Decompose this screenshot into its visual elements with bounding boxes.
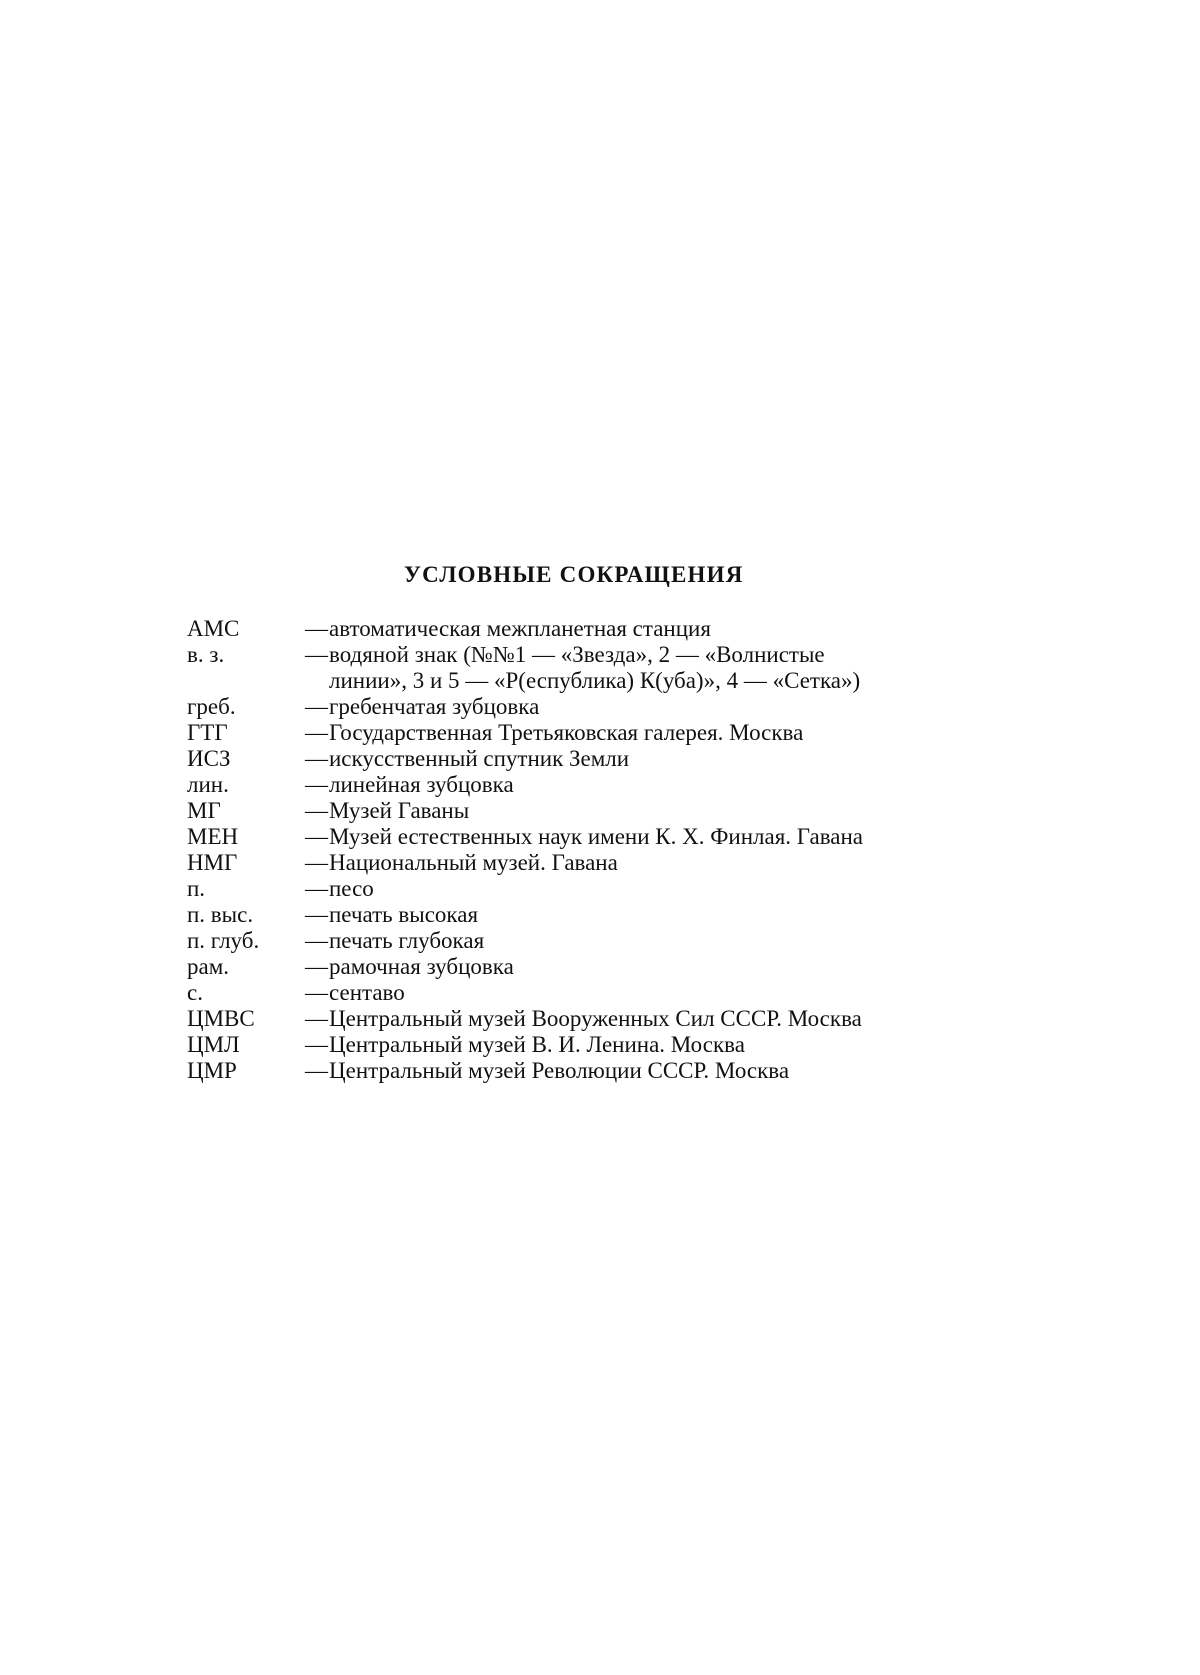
abbreviation-row bbox=[187, 954, 1017, 980]
abbreviation-definition bbox=[329, 1058, 1017, 1084]
abbreviation-term: с. bbox=[187, 980, 203, 1005]
abbreviation-list bbox=[187, 616, 1017, 1084]
dash-separator: — bbox=[305, 824, 328, 849]
abbreviation-term: ГТГ bbox=[187, 720, 228, 745]
dash-separator: — bbox=[305, 902, 328, 927]
dash-separator: — bbox=[305, 1032, 328, 1057]
abbreviation-row bbox=[187, 902, 1017, 928]
abbreviation-definition bbox=[329, 720, 1017, 746]
abbreviation-row bbox=[187, 772, 1017, 798]
definition-line: Национальный музей. Гавана bbox=[329, 850, 618, 875]
abbreviation-definition bbox=[329, 980, 1017, 1006]
abbreviation-definition bbox=[329, 642, 1017, 694]
abbreviation-row bbox=[187, 694, 1017, 720]
abbreviation-term: ЦМВС bbox=[187, 1006, 255, 1031]
abbreviation-definition bbox=[329, 694, 1017, 720]
abbreviation-definition bbox=[329, 954, 1017, 980]
dash-separator: — bbox=[305, 850, 328, 875]
abbreviation-row bbox=[187, 980, 1017, 1006]
abbreviation-term: ИСЗ bbox=[187, 746, 231, 771]
definition-line: рамочная зубцовка bbox=[329, 954, 514, 979]
dash-separator: — bbox=[305, 746, 328, 771]
definition-line: сентаво bbox=[329, 980, 405, 1005]
abbreviation-definition bbox=[329, 746, 1017, 772]
definition-line: Центральный музей Вооруженных Сил СССР. Москва bbox=[329, 1006, 862, 1031]
abbreviation-definition bbox=[329, 1032, 1017, 1058]
abbreviation-term: МГ bbox=[187, 798, 221, 823]
abbreviation-term: п. глуб. bbox=[187, 928, 260, 953]
abbreviation-row bbox=[187, 1006, 1017, 1032]
dash-separator: — bbox=[305, 694, 328, 719]
abbreviation-term: п. bbox=[187, 876, 206, 901]
abbreviation-row bbox=[187, 642, 1017, 694]
abbreviation-definition bbox=[329, 824, 1017, 850]
abbreviation-term: греб. bbox=[187, 694, 236, 719]
abbreviation-row bbox=[187, 850, 1017, 876]
abbreviation-term: МЕН bbox=[187, 824, 239, 849]
definition-line: водяной знак (№№1 — «Звезда», 2 — «Волнистые bbox=[329, 642, 825, 667]
dash-separator: — bbox=[305, 1058, 328, 1083]
dash-separator: — bbox=[305, 980, 328, 1005]
abbreviation-term: рам. bbox=[187, 954, 230, 979]
abbreviation-term: ЦМР bbox=[187, 1058, 237, 1083]
abbreviation-definition bbox=[329, 850, 1017, 876]
abbreviation-row bbox=[187, 1058, 1017, 1084]
dash-separator: — bbox=[305, 798, 328, 823]
abbreviation-definition bbox=[329, 928, 1017, 954]
abbreviation-definition bbox=[329, 876, 1017, 902]
abbreviation-row bbox=[187, 824, 1017, 850]
definition-line: печать глубокая bbox=[329, 928, 485, 953]
dash-separator: — bbox=[305, 954, 328, 979]
abbreviation-term: НМГ bbox=[187, 850, 238, 875]
abbreviation-definition bbox=[329, 798, 1017, 824]
abbreviation-term: АМС bbox=[187, 616, 240, 641]
abbreviation-row bbox=[187, 876, 1017, 902]
abbreviation-term: ЦМЛ bbox=[187, 1032, 240, 1057]
definition-line: печать высокая bbox=[329, 902, 479, 927]
definition-line: гребенчатая зубцовка bbox=[329, 694, 540, 719]
definition-line: автоматическая межпланетная станция bbox=[329, 616, 711, 641]
dash-separator: — bbox=[305, 876, 328, 901]
dash-separator: — bbox=[305, 720, 328, 745]
dash-separator: — bbox=[305, 928, 328, 953]
abbreviation-row bbox=[187, 746, 1017, 772]
abbreviation-definition bbox=[329, 616, 1017, 642]
definition-line: линейная зубцовка bbox=[329, 772, 514, 797]
abbreviation-row bbox=[187, 928, 1017, 954]
definition-line: Музей естественных наук имени К. Х. Финлая. Гавана bbox=[329, 824, 863, 849]
dash-separator: — bbox=[305, 616, 328, 641]
definition-line: Центральный музей В. И. Ленина. Москва bbox=[329, 1032, 745, 1057]
abbreviation-term: п. выс. bbox=[187, 902, 254, 927]
abbreviation-term: лин. bbox=[187, 772, 229, 797]
definition-line: Музей Гаваны bbox=[329, 798, 470, 823]
abbreviation-definition bbox=[329, 772, 1017, 798]
abbreviation-row bbox=[187, 720, 1017, 746]
definition-line: линии», 3 и 5 — «Р(еспублика) К(уба)», 4 — «Сетка») bbox=[329, 668, 861, 693]
definition-line: песо bbox=[329, 876, 374, 901]
abbreviation-row bbox=[187, 798, 1017, 824]
abbreviation-row bbox=[187, 1032, 1017, 1058]
page-title: УСЛОВНЫЕ СОКРАЩЕНИЯ bbox=[404, 562, 744, 587]
abbreviation-row bbox=[187, 616, 1017, 642]
abbreviation-term: в. з. bbox=[187, 642, 225, 667]
abbreviation-definition bbox=[329, 902, 1017, 928]
definition-line: Центральный музей Революции СССР. Москва bbox=[329, 1058, 790, 1083]
abbreviation-definition bbox=[329, 1006, 1017, 1032]
definition-line: Государственная Третьяковская галерея. Москва bbox=[329, 720, 804, 745]
dash-separator: — bbox=[305, 642, 328, 667]
dash-separator: — bbox=[305, 772, 328, 797]
dash-separator: — bbox=[305, 1006, 328, 1031]
definition-line: искусственный спутник Земли bbox=[329, 746, 630, 771]
